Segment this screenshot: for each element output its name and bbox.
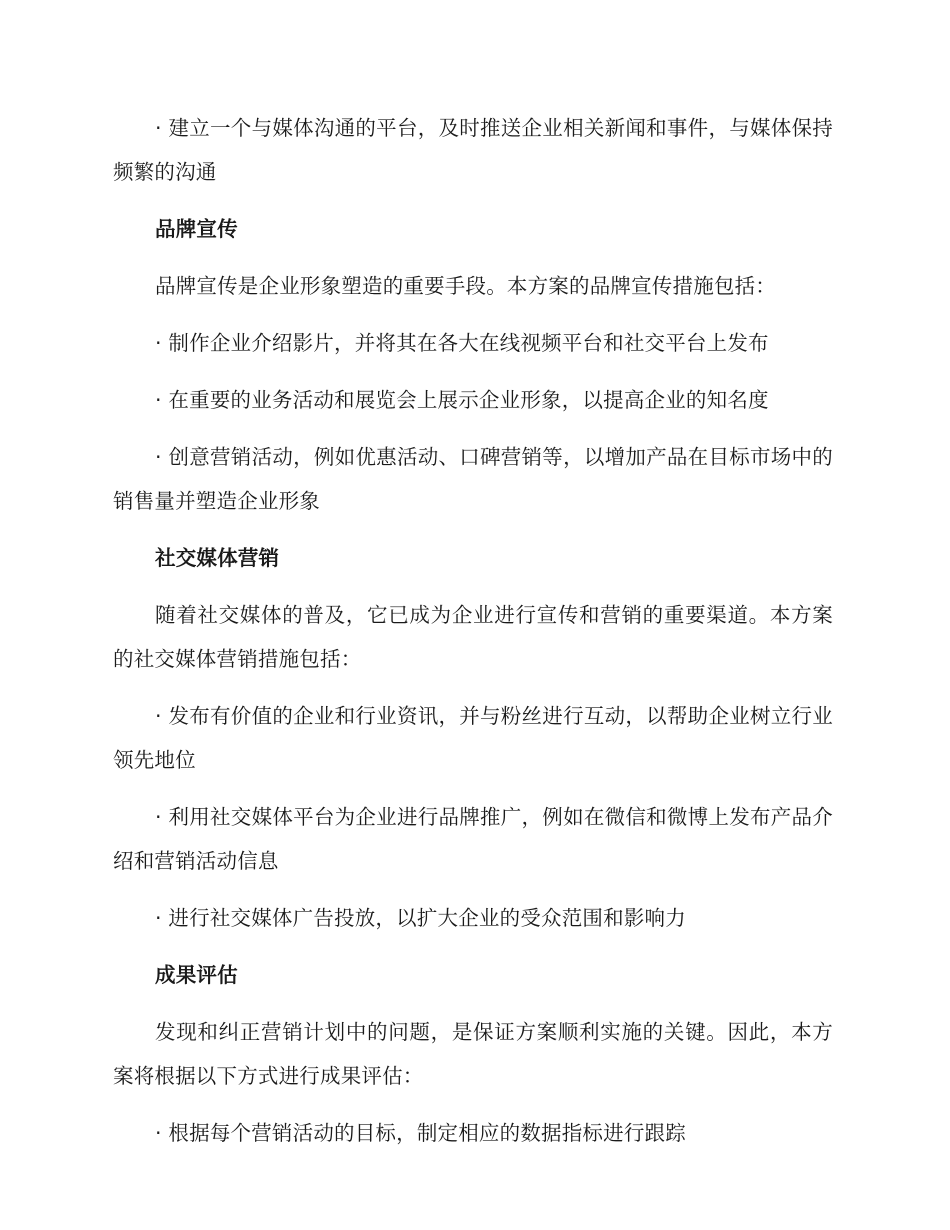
bullet-evaluation-metrics: · 根据每个营销活动的目标，制定相应的数据指标进行跟踪 xyxy=(155,1121,686,1145)
bullet-social-ads: · 进行社交媒体广告投放，以扩大企业的受众范围和影响力 xyxy=(155,906,686,930)
social-intro-paragraph: 随着社交媒体的普及，它已成为企业进行宣传和营销的重要渠道。本方案的社交媒体营销措施包括： xyxy=(113,603,833,671)
section-heading-social: 社交媒体营销 xyxy=(155,546,280,570)
brand-intro-paragraph: 品牌宣传是企业形象塑造的重要手段。本方案的品牌宣传措施包括： xyxy=(155,274,776,298)
bullet-brand-creative: · 创意营销活动，例如优惠活动、口碑营销等，以增加产品在目标市场中的销售量并塑造企业形象 xyxy=(113,445,833,513)
evaluation-intro-paragraph: 发现和纠正营销计划中的问题，是保证方案顺利实施的关键。因此，本方案将根据以下方式进行成果评估： xyxy=(113,1020,833,1088)
bullet-brand-exhibition: · 在重要的业务活动和展览会上展示企业形象，以提高企业的知名度 xyxy=(155,388,769,412)
bullet-brand-video: · 制作企业介绍影片，并将其在各大在线视频平台和社交平台上发布 xyxy=(155,331,769,355)
section-heading-brand: 品牌宣传 xyxy=(155,217,238,241)
document-body xyxy=(113,106,833,1155)
bullet-social-news: · 发布有价值的企业和行业资讯，并与粉丝进行互动，以帮助企业树立行业领先地位 xyxy=(113,704,833,772)
bullet-media-platform: · 建立一个与媒体沟通的平台，及时推送企业相关新闻和事件，与媒体保持频繁的沟通 xyxy=(113,116,833,184)
bullet-social-promotion: · 利用社交媒体平台为企业进行品牌推广，例如在微信和微博上发布产品介绍和营销活动信息 xyxy=(113,805,833,873)
section-heading-evaluation: 成果评估 xyxy=(155,963,238,987)
